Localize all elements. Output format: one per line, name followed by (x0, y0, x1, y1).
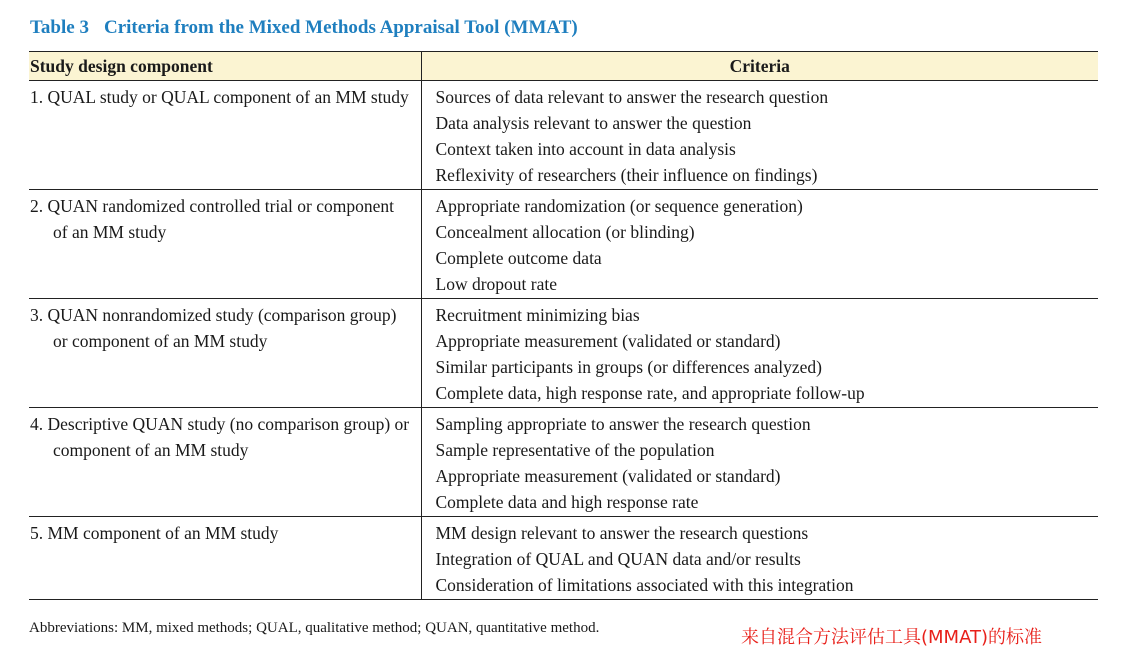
table-number: Table 3 (30, 17, 89, 38)
criterion-item: Low dropout rate (435, 274, 557, 294)
criterion-item: Consideration of limitations associated with this integration (435, 575, 854, 595)
criteria-cell (421, 517, 1098, 600)
table-row (29, 408, 1098, 517)
table-title-text: Criteria from the Mixed Methods Appraisal Tool (MMAT) (103, 17, 578, 38)
study-design-component-text: 5. MM component of an MM study (30, 523, 279, 543)
criteria-table (29, 51, 1098, 600)
table-row (29, 190, 1098, 299)
criteria-cell (421, 299, 1098, 408)
criterion-item: Data analysis relevant to answer the question (435, 113, 752, 133)
table-title (30, 17, 578, 39)
criterion-item: MM design relevant to answer the research questions (435, 523, 809, 543)
criterion-item: Context taken into account in data analysis (435, 139, 736, 159)
study-design-component-text: 2. QUAN randomized controlled trial or component of an MM study (30, 196, 394, 242)
criterion-item: Similar participants in groups (or differences analyzed) (435, 357, 822, 377)
chinese-annotation: 来自混合方法评估工具(MMAT)的标准 (741, 627, 1043, 648)
study-design-component-cell (29, 517, 421, 600)
criterion-item: Sources of data relevant to answer the research question (435, 87, 829, 107)
criterion-item: Integration of QUAL and QUAN data and/or results (435, 549, 801, 569)
criterion-item: Sampling appropriate to answer the research question (435, 414, 811, 434)
criterion-item: Complete data and high response rate (435, 492, 699, 512)
criterion-item: Recruitment minimizing bias (435, 305, 640, 325)
criterion-item: Sample representative of the population (435, 440, 715, 460)
criterion-item: Complete outcome data (435, 248, 602, 268)
criterion-item: Reflexivity of researchers (their influence on findings) (435, 165, 818, 185)
study-design-component-cell (29, 81, 421, 190)
criteria-cell (421, 408, 1098, 517)
criterion-item: Appropriate randomization (or sequence generation) (435, 196, 803, 216)
table-row (29, 517, 1098, 600)
study-design-component-text: 3. QUAN nonrandomized study (comparison group) or component of an MM study (30, 305, 397, 351)
header-study-design-component: Study design component (29, 52, 421, 81)
criterion-item: Complete data, high response rate, and appropriate follow-up (435, 383, 865, 403)
study-design-component-text: 1. QUAL study or QUAL component of an MM study (30, 87, 409, 107)
table-row (29, 81, 1098, 190)
study-design-component-cell (29, 299, 421, 408)
table-header-row (29, 52, 1098, 81)
table-body (29, 81, 1098, 600)
table-row (29, 299, 1098, 408)
criterion-item: Appropriate measurement (validated or standard) (435, 466, 781, 486)
study-design-component-cell (29, 408, 421, 517)
criteria-cell (421, 190, 1098, 299)
study-design-component-cell (29, 190, 421, 299)
criterion-item: Concealment allocation (or blinding) (435, 222, 695, 242)
criteria-cell (421, 81, 1098, 190)
table-footnote: Abbreviations: MM, mixed methods; QUAL, qualitative method; QUAN, quantitative method. (29, 620, 600, 636)
criterion-item: Appropriate measurement (validated or standard) (435, 331, 781, 351)
study-design-component-text: 4. Descriptive QUAN study (no comparison group) or component of an MM study (30, 414, 410, 460)
header-criteria: Criteria (421, 52, 1098, 81)
